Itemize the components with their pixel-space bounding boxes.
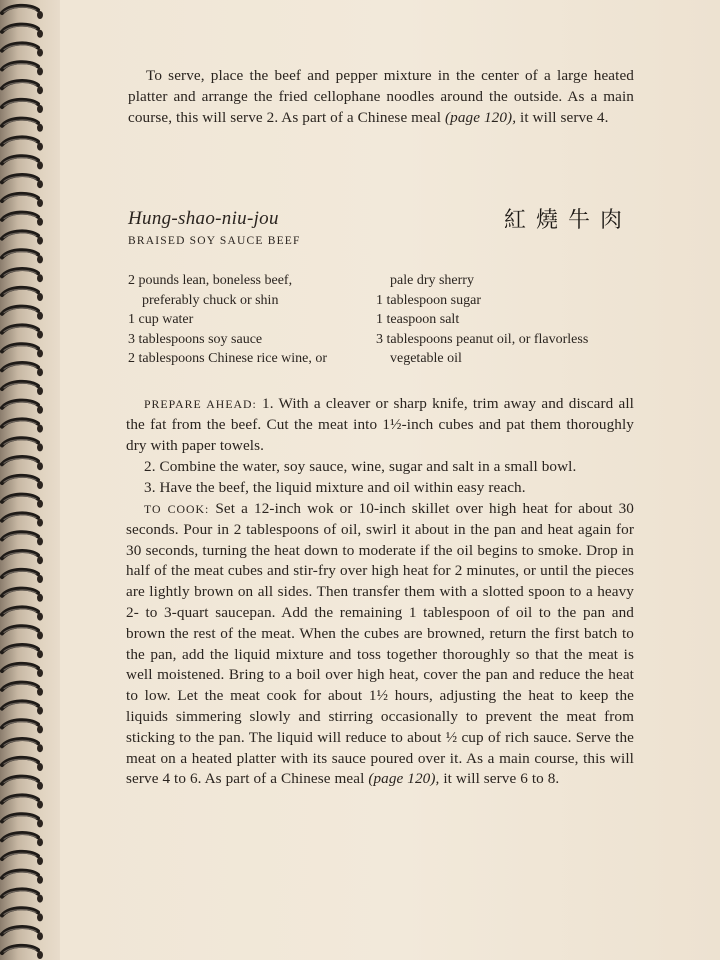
spiral-binding — [0, 0, 60, 960]
to-cook-text: Set a 12-inch wok or 10-inch skillet over high heat for about 30 seconds. Pour in 2 tablespoons of oil, swirl it about in the pan and heat again for 30 seconds, turning the heat down to moderate if the oil begins to smoke. Drop in half of the meat cubes and stir-fry over high heat for 2 minutes, or until the pieces are lightly brown on all sides. Then transfer them with a slotted spoon to a heavy 2- to 3-quart saucepan. Add the remaining 1 tablespoon of oil to the pan and brown the rest of the meat. When the cubes are browned, return the first batch to the pan, add the liquid mixture and toss together thoroughly so that the meat is well moistened. Bring to a boil over high heat, cover the pan and reduce the heat to low. Let the meat cook for about 1½ hours, adjusting the heat to keep the liquids simmering slowly and stirring occasionally to prevent the meat from sticking to the pan. The liquid will reduce to about ½ cup of rich sauce. Serve the meat on a heated platter with its sauce poured over it. As a main course, this will serve 4 to 6. As part of a Chinese meal — [126, 500, 634, 788]
to-cook-label: TO COOK: — [144, 502, 210, 516]
ingredient-item-continued: pale dry sherry — [390, 273, 474, 288]
ingredient-item: 3 tablespoons peanut oil, or flavorless — [376, 331, 589, 347]
recipe-subtitle: BRAISED SOY SAUCE BEEF — [128, 235, 301, 247]
ingredient-item: 2 pounds lean, boneless beef, — [128, 273, 293, 288]
ingredient-item: 1 cup water — [128, 312, 194, 328]
prepare-ahead-step-1 — [126, 394, 634, 456]
ingredients-left-column — [128, 271, 378, 369]
chinese-title: 紅燒牛肉 — [504, 208, 633, 233]
to-cook-paragraph — [126, 499, 634, 790]
ingredient-item: 2 tablespoons Chinese rice wine, or — [128, 351, 328, 367]
ingredient-item: 1 tablespoon sugar — [376, 292, 481, 308]
recipe-title: Hung-shao-niu-jou — [128, 208, 279, 229]
ingredient-item-continued: vegetable oil — [390, 351, 462, 367]
serving-text-end: it will serve 4. — [516, 108, 609, 126]
ingredient-item-continued: preferably chuck or shin — [142, 292, 279, 308]
prepare-ahead-label: PREPARE AHEAD: — [144, 397, 257, 411]
ingredient-item: 3 tablespoons soy sauce — [128, 331, 263, 347]
ingredients-right-column — [376, 271, 636, 369]
page-reference: (page 120), — [368, 770, 440, 788]
ingredient-item: 1 teaspoon salt — [376, 312, 460, 328]
step-2-text: 2. Combine the water, soy sauce, wine, sugar and salt in a small bowl. — [144, 458, 577, 475]
spiral-coil-icon — [0, 0, 60, 960]
page-reference: (page 120), — [445, 108, 517, 126]
step-3-text: 3. Have the beef, the liquid mixture and oil within easy reach. — [144, 479, 526, 496]
prepare-ahead-step-2 — [126, 457, 634, 478]
prepare-ahead-step-3 — [126, 478, 634, 499]
serving-text: To serve, place the beef and pepper mixture in the center of a large heated platter and arrange the fried cellophane noodles around the outside. As a main course, this will serve 2. As part of a Chinese meal — [128, 67, 634, 126]
step-1-text: 1. With a cleaver or sharp knife, trim away and discard all the fat from the beef. Cut the meat into 1½-inch cubes and pat them thoroughly dry with paper towels. — [126, 395, 634, 454]
serving-paragraph — [128, 66, 634, 128]
to-cook-text-end: it will serve 6 to 8. — [439, 770, 560, 788]
